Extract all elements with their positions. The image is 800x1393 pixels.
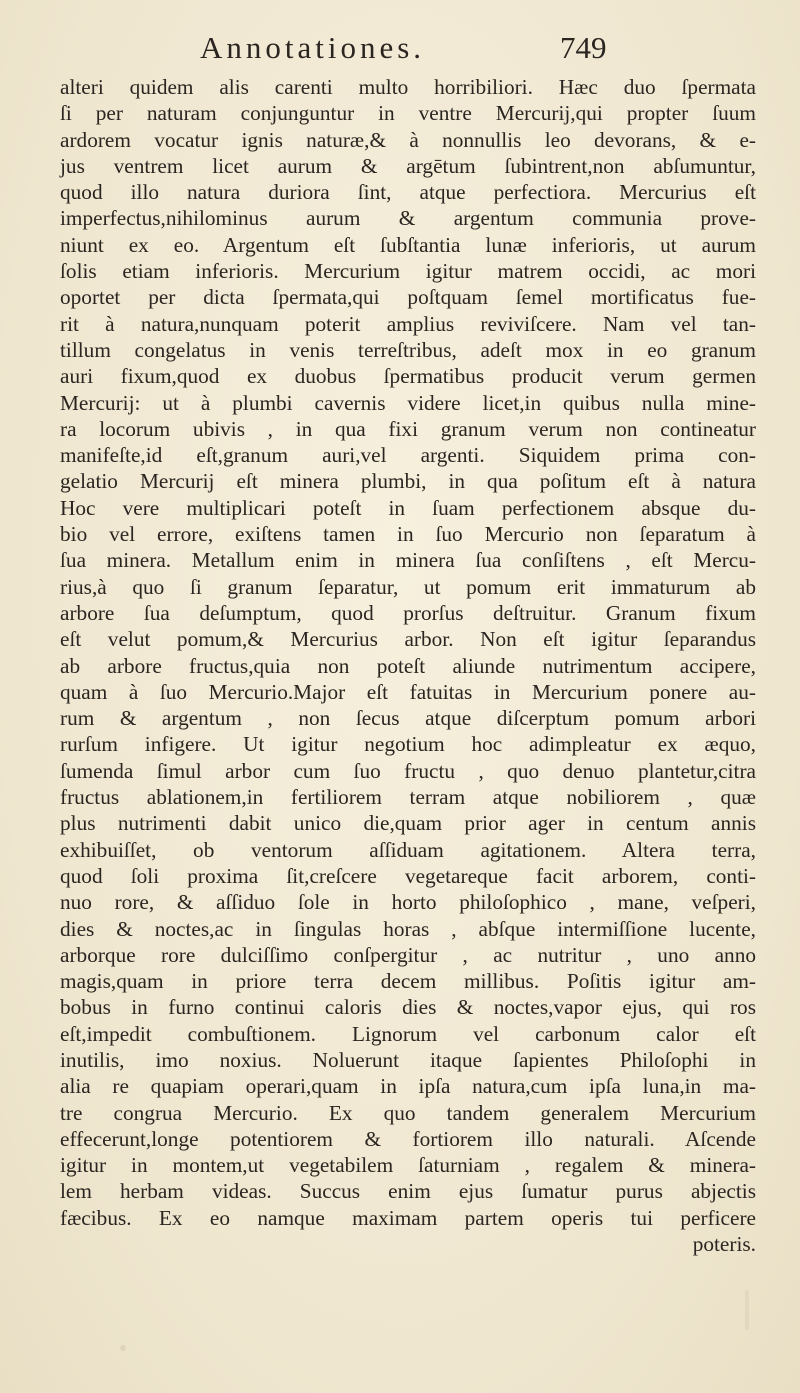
text-line: oportet per dicta ſpermata,qui poſtquam ſemel mortificatus fue- — [60, 285, 756, 310]
text-line: ſumenda ſimul arbor cum ſuo fructu , quo denuo plantetur,citra — [60, 758, 756, 783]
text-line: manifeſte,id eſt,granum auri,vel argenti. Siquidem prima con- — [60, 443, 756, 468]
text-line: dies & noctes,ac in ſingulas horas , abſque intermiſſione lucente, — [60, 916, 756, 941]
page-header — [0, 30, 800, 70]
text-line: ſolis etiam inferioris. Mercurium igitur matrem occidi, ac mori — [60, 259, 756, 284]
text-line: jus ventrem licet aurum & argētum ſubintrent,non abſumuntur, — [60, 153, 756, 178]
paper-stain — [120, 1345, 126, 1351]
text-line: eſt velut pomum,& Mercurius arbor. Non eſt igitur ſeparandus — [60, 627, 756, 652]
text-line: nuo rore, & aſſiduo ſole in horto philoſophico , mane, veſperi, — [60, 890, 756, 915]
text-line: ardorem vocatur ignis naturæ,& à nonnullis leo devorans, & e- — [60, 127, 756, 152]
text-line: fæcibus. Ex eo namque maximam partem operis tui perficere — [60, 1205, 756, 1230]
text-line: bio vel errore, exiſtens tamen in ſuo Mercurio non ſeparatum à — [60, 522, 756, 547]
text-line: gelatio Mercurij eſt minera plumbi, in qua poſitum eſt à natura — [60, 469, 756, 494]
text-line: bobus in furno continui caloris dies & noctes,vapor ejus, qui ros — [60, 995, 756, 1020]
text-line: quam à ſuo Mercurio.Major eſt fatuitas in Mercurium ponere au- — [60, 679, 756, 704]
text-line: rum & argentum , non ſecus atque diſcerptum pomum arbori — [60, 706, 756, 731]
text-line: rit à natura,nunquam poterit amplius reviviſcere. Nam vel tan- — [60, 311, 756, 336]
paper-stain — [745, 1290, 749, 1330]
body-text — [60, 74, 756, 1257]
text-line: Hoc vere multiplicari poteſt in ſuam perfectionem absque du- — [60, 495, 756, 520]
text-line: alteri quidem alis carenti multo horribiliori. Hæc duo ſpermata — [60, 75, 756, 99]
text-line: magis,quam in priore terra decem millibus. Poſitis igitur am- — [60, 969, 756, 994]
text-line: alia re quapiam operari,quam in ipſa natura,cum ipſa luna,in ma- — [60, 1074, 756, 1099]
text-line: quod ſoli proxima ſit,creſcere vegetareque facit arborem, conti- — [60, 863, 756, 888]
running-head: Annotationes. — [200, 30, 426, 65]
text-line: lem herbam videas. Succus enim ejus ſumatur purus abjectis — [60, 1179, 756, 1204]
text-line: ab arbore fructus,quia non poteſt aliunde nutrimentum accipere, — [60, 653, 756, 678]
text-line: Mercurij: ut à plumbi cavernis videre licet,in quibus nulla mine- — [60, 390, 756, 415]
text-line: arborque rore dulciſſimo conſpergitur , ac nutritur , uno anno — [60, 942, 756, 967]
text-line: ſua minera. Metallum enim in minera ſua conſiſtens , eſt Mercu- — [60, 548, 756, 573]
text-line: inutilis, imo noxius. Noluerunt itaque ſapientes Philoſophi in — [60, 1047, 756, 1072]
text-line: ra locorum ubivis , in qua fixi granum verum non contineatur — [60, 416, 756, 441]
catchword: poteris. — [692, 1232, 756, 1257]
text-line: tre congrua Mercurio. Ex quo tandem generalem Mercurium — [60, 1100, 756, 1125]
text-line: imperfectus,nihilominus aurum & argentum communia prove- — [60, 206, 756, 231]
text-line: arbore ſua deſumptum, quod prorſus deſtruitur. Granum fixum — [60, 600, 756, 625]
text-line: quod illo natura duriora ſint, atque perfectiora. Mercurius eſt — [60, 180, 756, 205]
text-line: igitur in montem,ut vegetabilem ſaturniam , regalem & minera- — [60, 1153, 756, 1178]
text-line: exhibuiſſet, ob ventorum aſſiduam agitationem. Altera terra, — [60, 837, 756, 862]
text-line: niunt ex eo. Argentum eſt ſubſtantia lunæ inferioris, ut aurum — [60, 232, 756, 257]
text-line: eſt,impedit combuſtionem. Lignorum vel carbonum calor eſt — [60, 1021, 756, 1046]
text-line: effecerunt,longe potentiorem & fortiorem illo naturali. Aſcende — [60, 1126, 756, 1151]
text-line: fructus ablationem,in fertiliorem terram atque nobiliorem , quæ — [60, 785, 756, 810]
text-line: rius,à quo ſi granum ſeparatur, ut pomum erit immaturum ab — [60, 574, 756, 599]
text-line: tillum congelatus in venis terreſtribus, adeſt mox in eo granum — [60, 337, 756, 362]
text-line: plus nutrimenti dabit unico die,quam prior ager in centum annis — [60, 811, 756, 836]
text-line: auri fixum,quod ex duobus ſpermatibus producit verum germen — [60, 364, 756, 389]
text-line: rurſum infigere. Ut igitur negotium hoc adimpleatur ex æquo, — [60, 732, 756, 757]
page-number: 749 — [560, 30, 607, 65]
text-line: ſi per naturam conjunguntur in ventre Mercurij,qui propter ſuum — [60, 101, 756, 126]
